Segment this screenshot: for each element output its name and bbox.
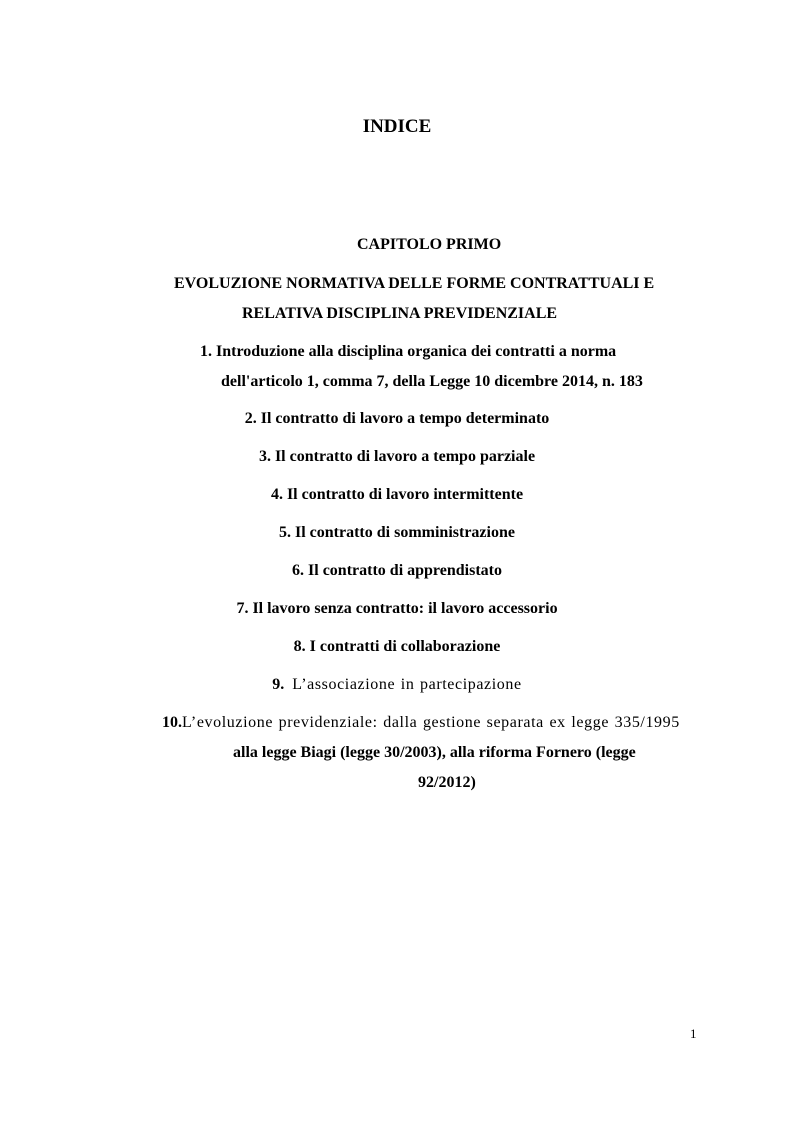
toc-item-9 <box>0 675 794 695</box>
toc-item-5: 5. Il contratto di somministrazione <box>279 524 515 541</box>
toc-item-10-line-2: alla legge Biagi (legge 30/2003), alla riforma Fornero (legge <box>233 744 636 761</box>
toc-item-10-line-1 <box>162 713 680 733</box>
toc-item-9-number: 9. <box>272 676 285 693</box>
toc-item-3: 3. Il contratto di lavoro a tempo parziale <box>258 448 536 465</box>
index-title: INDICE <box>362 116 432 137</box>
toc-item-8: 8. I contratti di collaborazione <box>293 638 501 655</box>
toc-item-9-text: L’associazione in partecipazione <box>292 676 522 693</box>
chapter-label: CAPITOLO PRIMO <box>357 236 502 253</box>
toc-item-2: 2. Il contratto di lavoro a tempo determinato <box>244 410 550 427</box>
toc-item-6: 6. Il contratto di apprendistato <box>292 562 502 579</box>
toc-item-10-line-3: 92/2012) <box>418 774 476 791</box>
toc-item-10-number: 10. <box>162 714 182 731</box>
toc-item-1-line-1: 1. Introduzione alla disciplina organica dei contratti a norma <box>200 343 617 360</box>
toc-item-7: 7. Il lavoro senza contratto: il lavoro accessorio <box>236 600 558 617</box>
page-number: 1 <box>690 1026 697 1041</box>
chapter-heading-line-2: RELATIVA DISCIPLINA PREVIDENZIALE <box>242 305 558 322</box>
toc-item-10-text: L’evoluzione previdenziale: dalla gestione separata ex legge 335/1995 <box>182 714 680 731</box>
chapter-heading-line-1: EVOLUZIONE NORMATIVA DELLE FORME CONTRATTUALI E <box>174 275 655 292</box>
toc-item-1-line-2: dell'articolo 1, comma 7, della Legge 10 dicembre 2014, n. 183 <box>221 373 643 390</box>
toc-item-4: 4. Il contratto di lavoro intermittente <box>270 486 524 503</box>
